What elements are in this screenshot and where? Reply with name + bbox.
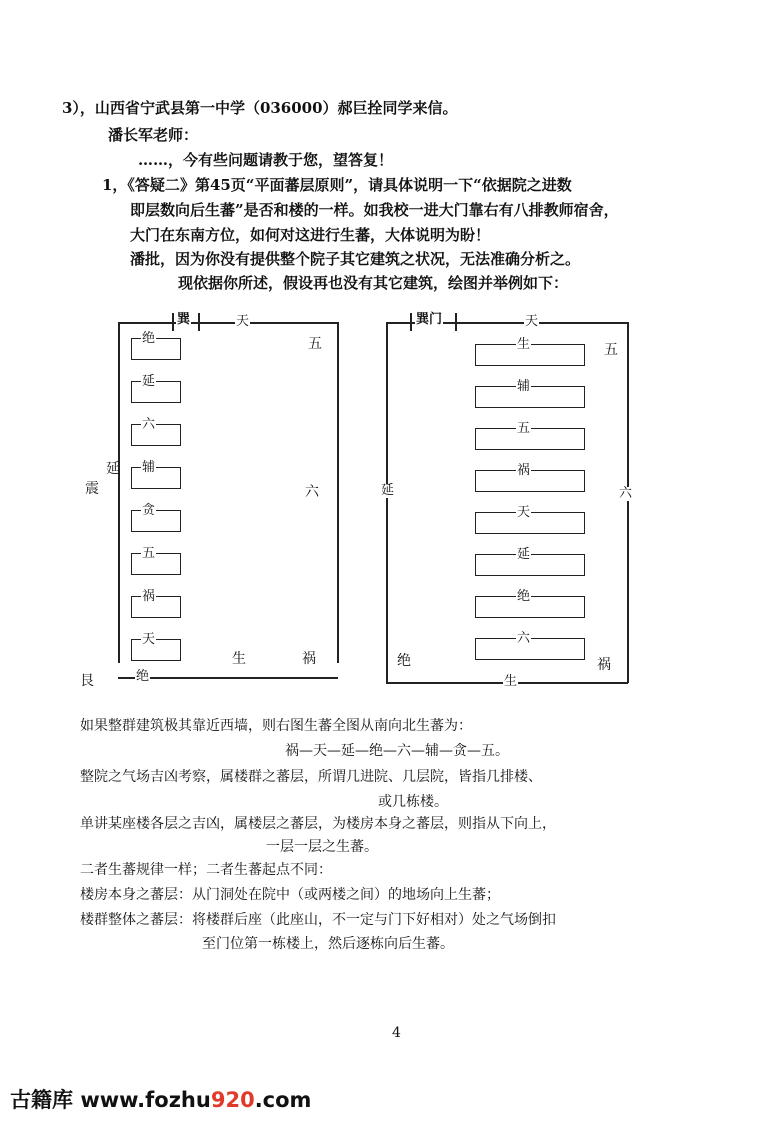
right-box-label: 五 bbox=[517, 421, 531, 436]
right-bottom-left-label: 绝 bbox=[397, 653, 411, 669]
left-bottom-left-label: 艮 bbox=[80, 673, 94, 689]
left-box-label: 祸 bbox=[142, 589, 156, 604]
left-top-label: 天 bbox=[236, 314, 250, 329]
greeting: ……，今有些问题请教于您，望答复！ bbox=[138, 151, 394, 169]
text-paragraph: 如果整群建筑极其靠近西墙，则右图生蕃全图从南向北生蕃为： bbox=[80, 718, 472, 734]
right-right-label: 六 bbox=[619, 486, 633, 501]
right-bottom-right-label: 祸 bbox=[597, 657, 611, 673]
right-gate-label: 巽门 bbox=[416, 312, 443, 327]
question-line: 即层数向后生蕃”是否和楼的一样。如我校一进大门靠右有八排教师宿舍， bbox=[130, 201, 619, 219]
letter-heading: 3），山西省宁武县第一中学（036000）郝巨拴同学来信。 bbox=[62, 99, 458, 117]
right-box-label: 辅 bbox=[517, 379, 531, 394]
text-paragraph: 一层一层之生蕃。 bbox=[266, 839, 378, 855]
left-box-label: 贪 bbox=[142, 503, 156, 518]
left-gate-label: 巽 bbox=[177, 312, 191, 327]
left-side-upper-label: 延 bbox=[106, 461, 120, 477]
site-watermark bbox=[10, 1084, 311, 1114]
text-paragraph: 二者生蕃规律一样；二者生蕃起点不同： bbox=[80, 862, 332, 878]
right-box-label: 延 bbox=[517, 547, 531, 562]
text-paragraph: 整院之气场吉凶考察，属楼群之蕃层，所谓几进院、几层院，皆指几排楼、 bbox=[80, 769, 542, 785]
right-upper-right-label: 五 bbox=[604, 342, 618, 358]
left-bottom-right-label: 祸 bbox=[302, 651, 316, 667]
question-line: 1，《答疑二》第45页“平面蕃层原则”，请具体说明一下“依据院之进数 bbox=[102, 176, 572, 194]
left-box-label: 辅 bbox=[142, 460, 156, 475]
left-box-label: 绝 bbox=[142, 331, 156, 346]
left-top-right-label: 五 bbox=[308, 336, 322, 352]
left-bottom-mid-label: 生 bbox=[232, 651, 246, 667]
right-box-label: 绝 bbox=[517, 589, 531, 604]
left-box-label: 天 bbox=[142, 632, 156, 647]
right-bottom-label: 生 bbox=[504, 674, 518, 689]
right-box-label: 生 bbox=[517, 337, 531, 352]
right-top-label: 天 bbox=[525, 314, 539, 329]
left-right-label: 六 bbox=[305, 484, 319, 500]
left-box-label: 六 bbox=[142, 417, 156, 432]
watermark-url-digits: 920 bbox=[210, 1088, 255, 1112]
question-line: 大门在东南方位，如何对这进行生蕃，大体说明为盼！ bbox=[130, 226, 491, 244]
page-number: 4 bbox=[392, 1025, 401, 1041]
reply-line: 现依据你所述，假设再也没有其它建筑，绘图并举例如下： bbox=[178, 274, 569, 292]
text-paragraph: 或几栋楼。 bbox=[378, 794, 448, 810]
left-box-label: 延 bbox=[142, 374, 156, 389]
left-side-label: 震 bbox=[85, 481, 99, 497]
sequence-line: 祸—天—延—绝—六—辅—贪—五。 bbox=[285, 743, 509, 759]
text-paragraph: 楼房本身之蕃层：从门洞处在院中（或两楼之间）的地场向上生蕃； bbox=[80, 887, 500, 903]
left-bottom-label: 绝 bbox=[136, 669, 150, 684]
right-box-label: 六 bbox=[517, 631, 531, 646]
text-paragraph: 单讲某座楼各层之吉凶，属楼层之蕃层，为楼房本身之蕃层，则指从下向上， bbox=[80, 816, 556, 832]
watermark-brand: 古籍库 bbox=[10, 1088, 73, 1112]
text-paragraph: 至门位第一栋楼上，然后逐栋向后生蕃。 bbox=[202, 936, 454, 952]
right-box-label: 祸 bbox=[517, 463, 531, 478]
watermark-url-suffix: .com bbox=[254, 1088, 312, 1112]
right-box-label: 天 bbox=[517, 505, 531, 520]
salutation: 潘长军老师： bbox=[108, 126, 199, 144]
right-left-label: 延 bbox=[381, 483, 395, 498]
reply-line: 潘批，因为你没有提供整个院子其它建筑之状况，无法准确分析之。 bbox=[130, 250, 581, 268]
watermark-url-prefix: www.fozhu bbox=[80, 1088, 211, 1112]
left-box-label: 五 bbox=[142, 546, 156, 561]
text-paragraph: 楼群整体之蕃层：将楼群后座（此座山，不一定与门下好相对）处之气场倒扣 bbox=[80, 912, 556, 928]
